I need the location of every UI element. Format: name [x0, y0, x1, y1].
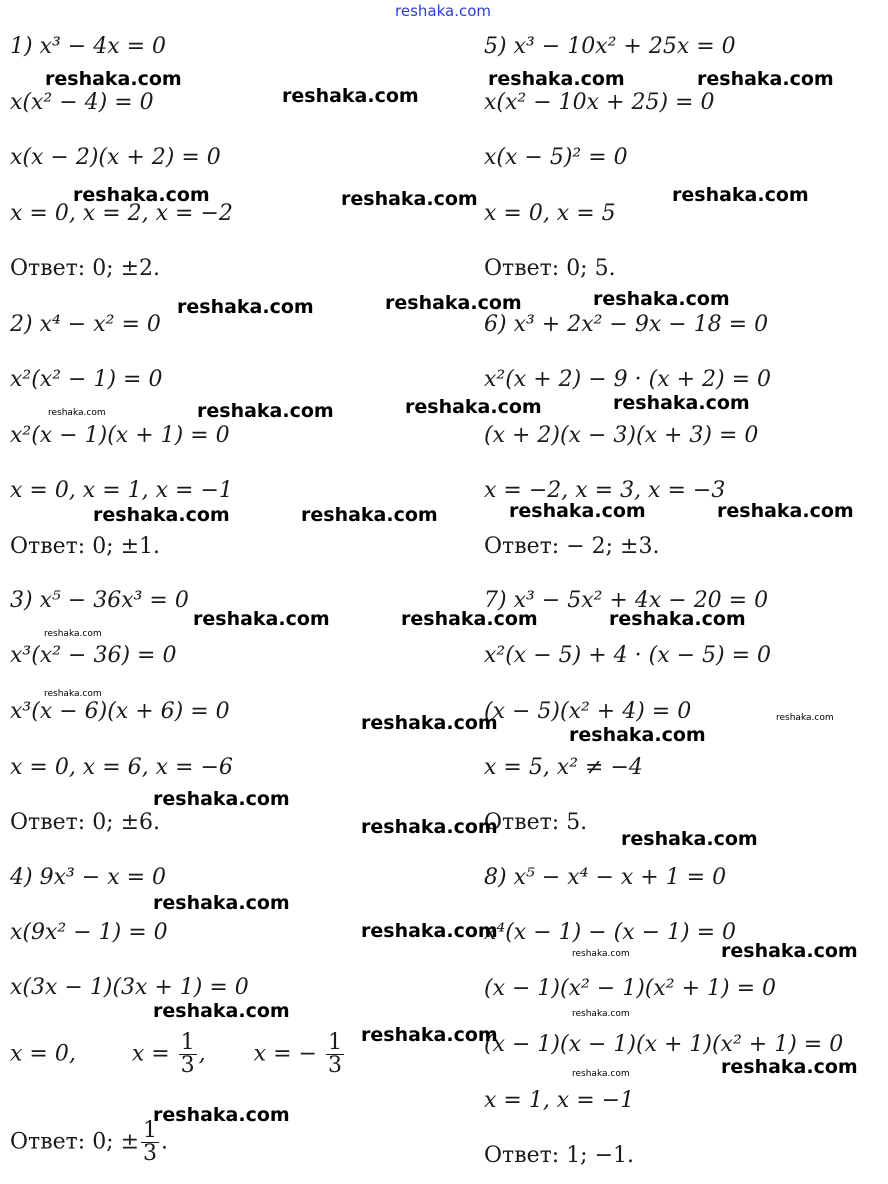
problem-7-step-1: x²(x − 5) + 4 · (x − 5) = 0 — [484, 643, 772, 668]
problem-2-equation: 2) x⁴ − x² = 0 — [10, 312, 161, 337]
problem-1-step-2: x(x − 2)(x + 2) = 0 — [10, 145, 221, 170]
problem-3-roots: x = 0, x = 6, x = −6 — [10, 755, 233, 780]
watermark: reshaka.com — [177, 296, 314, 318]
problem-5-step-1: x(x² − 10x + 25) = 0 — [484, 90, 715, 115]
watermark: reshaka.com — [153, 1000, 290, 1022]
fraction-one-third-negative: $\frac{1}{3}$ — [327, 1030, 342, 1078]
watermark: reshaka.com — [593, 288, 730, 310]
watermark: reshaka.com — [45, 68, 182, 90]
watermark: reshaka.com — [153, 892, 290, 914]
watermark-small: reshaka.com — [572, 1069, 630, 1079]
watermark: reshaka.com — [361, 712, 498, 734]
problem-4-roots: x = 0, x = $\frac{1}{3}$ , x = − $\frac{1}{3}$ — [10, 1030, 342, 1078]
problem-5-step-2: x(x − 5)² = 0 — [484, 145, 628, 170]
watermark-small: reshaka.com — [572, 1009, 630, 1019]
watermark: reshaka.com — [721, 940, 858, 962]
problem-2-roots: x = 0, x = 1, x = −1 — [10, 478, 233, 503]
problem-1-equation: 1) x³ − 4x = 0 — [10, 34, 167, 59]
problem-5-equation: 5) x³ − 10x² + 25x = 0 — [484, 34, 736, 59]
problem-2-answer: Ответ: 0; ±1. — [10, 534, 161, 559]
watermark: reshaka.com — [509, 500, 646, 522]
problem-8-equation: 8) x⁵ − x⁴ − x + 1 = 0 — [484, 865, 727, 890]
problem-6-step-2: (x + 2)(x − 3)(x + 3) = 0 — [484, 423, 759, 448]
problem-4-step-2: x(3x − 1)(3x + 1) = 0 — [10, 975, 249, 1000]
watermark: reshaka.com — [153, 1104, 290, 1126]
root-positive-label: x = — [131, 1041, 170, 1067]
problem-8-roots: x = 1, x = −1 — [484, 1088, 635, 1113]
watermark: reshaka.com — [73, 184, 210, 206]
watermark-small: reshaka.com — [572, 949, 630, 959]
problem-4-equation: 4) 9x³ − x = 0 — [10, 865, 167, 890]
watermark: reshaka.com — [569, 724, 706, 746]
watermark: reshaka.com — [361, 816, 498, 838]
watermark: reshaka.com — [721, 1056, 858, 1078]
problem-8-step-3: (x − 1)(x − 1)(x + 1)(x² + 1) = 0 — [484, 1032, 844, 1057]
problem-1-step-1: x(x² − 4) = 0 — [10, 90, 154, 115]
problem-6-step-1: x²(x + 2) − 9 · (x + 2) = 0 — [484, 367, 772, 392]
watermark: reshaka.com — [153, 788, 290, 810]
watermark: reshaka.com — [197, 400, 334, 422]
watermark: reshaka.com — [697, 68, 834, 90]
watermark: reshaka.com — [621, 828, 758, 850]
fraction-one-third: $\frac{1}{3}$ — [180, 1030, 195, 1078]
problem-4-answer: Ответ: 0; ± $\frac{1}{3}$ . — [10, 1118, 169, 1166]
problem-3-step-1: x³(x² − 36) = 0 — [10, 643, 177, 668]
watermark: reshaka.com — [609, 608, 746, 630]
watermark: reshaka.com — [488, 68, 625, 90]
watermark: reshaka.com — [361, 1024, 498, 1046]
problem-7-roots: x = 5, x² ≠ −4 — [484, 755, 643, 780]
problem-7-equation: 7) x³ − 5x² + 4x − 20 = 0 — [484, 588, 769, 613]
watermark: reshaka.com — [385, 292, 522, 314]
problem-3-equation: 3) x⁵ − 36x³ = 0 — [10, 588, 189, 613]
problem-4-step-1: x(9x² − 1) = 0 — [10, 920, 168, 945]
watermark-small: reshaka.com — [44, 689, 102, 699]
watermark: reshaka.com — [341, 188, 478, 210]
problem-7-step-2: (x − 5)(x² + 4) = 0 — [484, 699, 692, 724]
watermark: reshaka.com — [301, 504, 438, 526]
problem-5-roots: x = 0, x = 5 — [484, 201, 616, 226]
watermark: reshaka.com — [717, 500, 854, 522]
watermark: reshaka.com — [193, 608, 330, 630]
root-zero: x = 0, — [10, 1041, 76, 1067]
header-watermark: reshaka.com — [395, 2, 491, 20]
watermark: reshaka.com — [405, 396, 542, 418]
problem-1-answer: Ответ: 0; ±2. — [10, 256, 161, 281]
problem-8-step-2: (x − 1)(x² − 1)(x² + 1) = 0 — [484, 976, 777, 1001]
problem-6-roots: x = −2, x = 3, x = −3 — [484, 478, 726, 503]
problem-2-step-1: x²(x² − 1) = 0 — [10, 367, 163, 392]
problem-3-answer: Ответ: 0; ±6. — [10, 810, 161, 835]
problem-6-equation: 6) x³ + 2x² − 9x − 18 = 0 — [484, 312, 769, 337]
problem-1-roots: x = 0, x = 2, x = −2 — [10, 201, 233, 226]
problem-8-step-1: x⁴(x − 1) − (x − 1) = 0 — [484, 920, 737, 945]
watermark-small: reshaka.com — [776, 713, 834, 723]
watermark-small: reshaka.com — [44, 629, 102, 639]
problem-7-answer: Ответ: 5. — [484, 810, 588, 835]
problem-6-answer: Ответ: − 2; ±3. — [484, 534, 660, 559]
watermark: reshaka.com — [282, 85, 419, 107]
watermark: reshaka.com — [672, 184, 809, 206]
watermark: reshaka.com — [361, 920, 498, 942]
problem-8-answer: Ответ: 1; −1. — [484, 1143, 635, 1168]
watermark-small: reshaka.com — [48, 408, 106, 418]
watermark: reshaka.com — [93, 504, 230, 526]
problem-5-answer: Ответ: 0; 5. — [484, 256, 616, 281]
root-negative-label: x = − — [253, 1041, 317, 1067]
watermark: reshaka.com — [613, 392, 750, 414]
answer-fraction: $\frac{1}{3}$ — [143, 1118, 158, 1166]
problem-2-step-2: x²(x − 1)(x + 1) = 0 — [10, 423, 230, 448]
problem-3-step-2: x³(x − 6)(x + 6) = 0 — [10, 699, 230, 724]
watermark: reshaka.com — [401, 608, 538, 630]
